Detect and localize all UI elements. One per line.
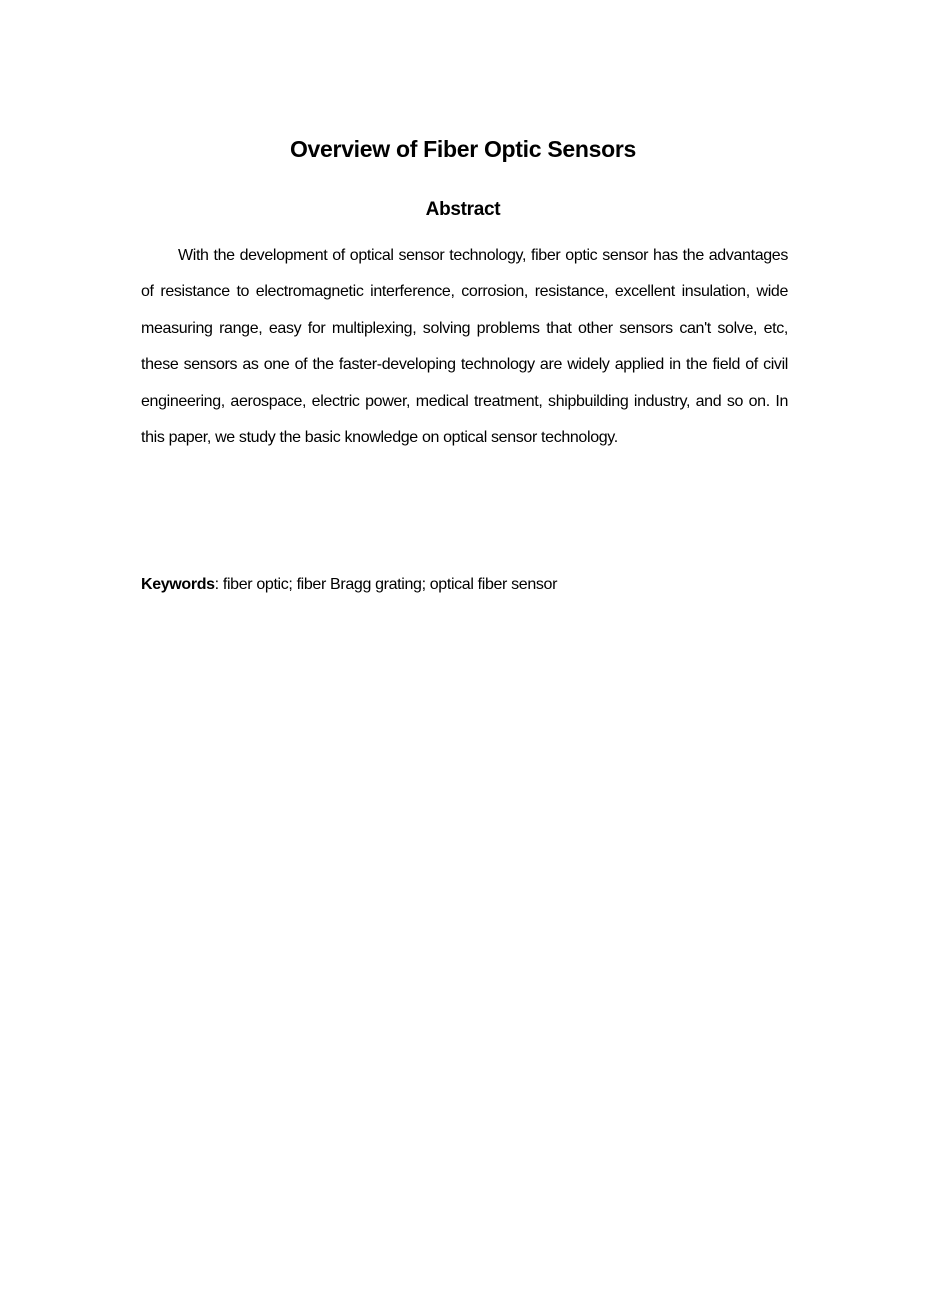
abstract-body: With the development of optical sensor technology, fiber optic sensor has the advantages of resistance to electromagnetic interference, corrosion, resistance, excellent insulation, wide measuring range, easy for multiplexing, solving problems that other sensors can't solve, etc, these sensors as one of the faster-developing technology are widely applied in the field of civil engineering, aerospace, electric power, medical treatment, shipbuilding industry, and so on. In this paper, we study the basic knowledge on optical sensor technology. <box>141 247 788 447</box>
keywords-separator: : <box>214 576 219 593</box>
paper-title: Overview of Fiber Optic Sensors <box>289 136 637 162</box>
keywords-label: Keywords <box>141 576 215 593</box>
keywords-text: fiber optic; fiber Bragg grating; optical fiber sensor <box>218 576 558 593</box>
keywords-line <box>141 571 788 599</box>
abstract-heading: Abstract <box>425 199 501 220</box>
